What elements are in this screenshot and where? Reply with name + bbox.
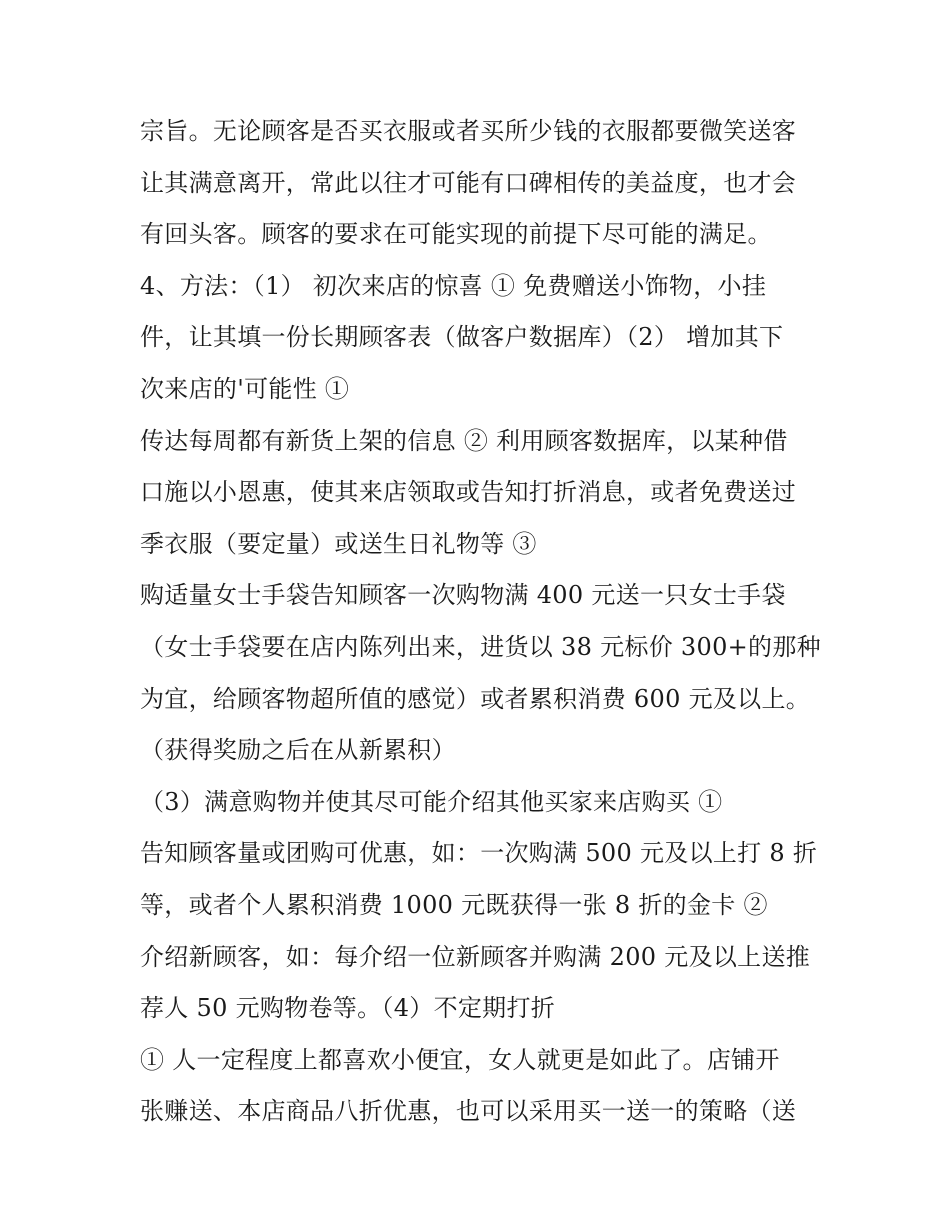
text-line: 口施以小恩惠，使其来店领取或告知打折消息，或者免费送过	[140, 478, 797, 507]
text-line: 传达每周都有新货上架的信息 ② 利用顾客数据库，以某种借	[140, 426, 788, 455]
text-line: （女士手袋要在店内陈列出来，进货以 38 元标价 300+的那种	[140, 632, 821, 661]
text-line: 让其满意离开，常此以往才可能有口碑相传的美益度，也才会	[140, 168, 797, 197]
text-line: 为宜，给顾客物超所值的感觉）或者累积消费 600 元及以上。	[140, 684, 811, 713]
text-line: 4、方法：（1） 初次来店的惊喜 ① 免费赠送小饰物，小挂	[140, 271, 767, 300]
text-line: 有回头客。顾客的要求在可能实现的前提下尽可能的满足。	[140, 220, 772, 249]
text-line: ① 人一定程度上都喜欢小便宜，女人就更是如此了。店铺开	[140, 1045, 780, 1074]
text-line: 购适量女士手袋告知顾客一次购物满 400 元送一只女士手袋	[140, 581, 786, 610]
text-line: 季衣服（要定量）或送生日礼物等 ③	[140, 529, 537, 558]
text-line: 等，或者个人累积消费 1000 元既获得一张 8 折的金卡 ②	[140, 890, 768, 919]
text-line: 次来店的'可能性 ①	[140, 374, 350, 403]
text-line: 告知顾客量或团购可优惠，如：一次购满 500 元及以上打 8 折	[140, 839, 818, 868]
text-line: 荐人 50 元购物卷等。（4）不定期打折	[140, 994, 556, 1023]
body-text	[140, 106, 820, 1138]
text-line: （获得奖励之后在从新累积）	[140, 736, 456, 765]
text-line: 介绍新顾客，如：每介绍一位新顾客并购满 200 元及以上送推	[140, 942, 811, 971]
text-line: 宗旨。无论顾客是否买衣服或者买所少钱的衣服都要微笑送客	[140, 117, 797, 145]
text-line: 张赚送、本店商品八折优惠，也可以采用买一送一的策略（送	[140, 1097, 797, 1126]
text-line: （3）满意购物并使其尽可能介绍其他买家来店购买 ①	[140, 787, 723, 816]
text-line: 件，让其填一份长期顾客表（做客户数据库）（2） 增加其下	[140, 323, 784, 352]
